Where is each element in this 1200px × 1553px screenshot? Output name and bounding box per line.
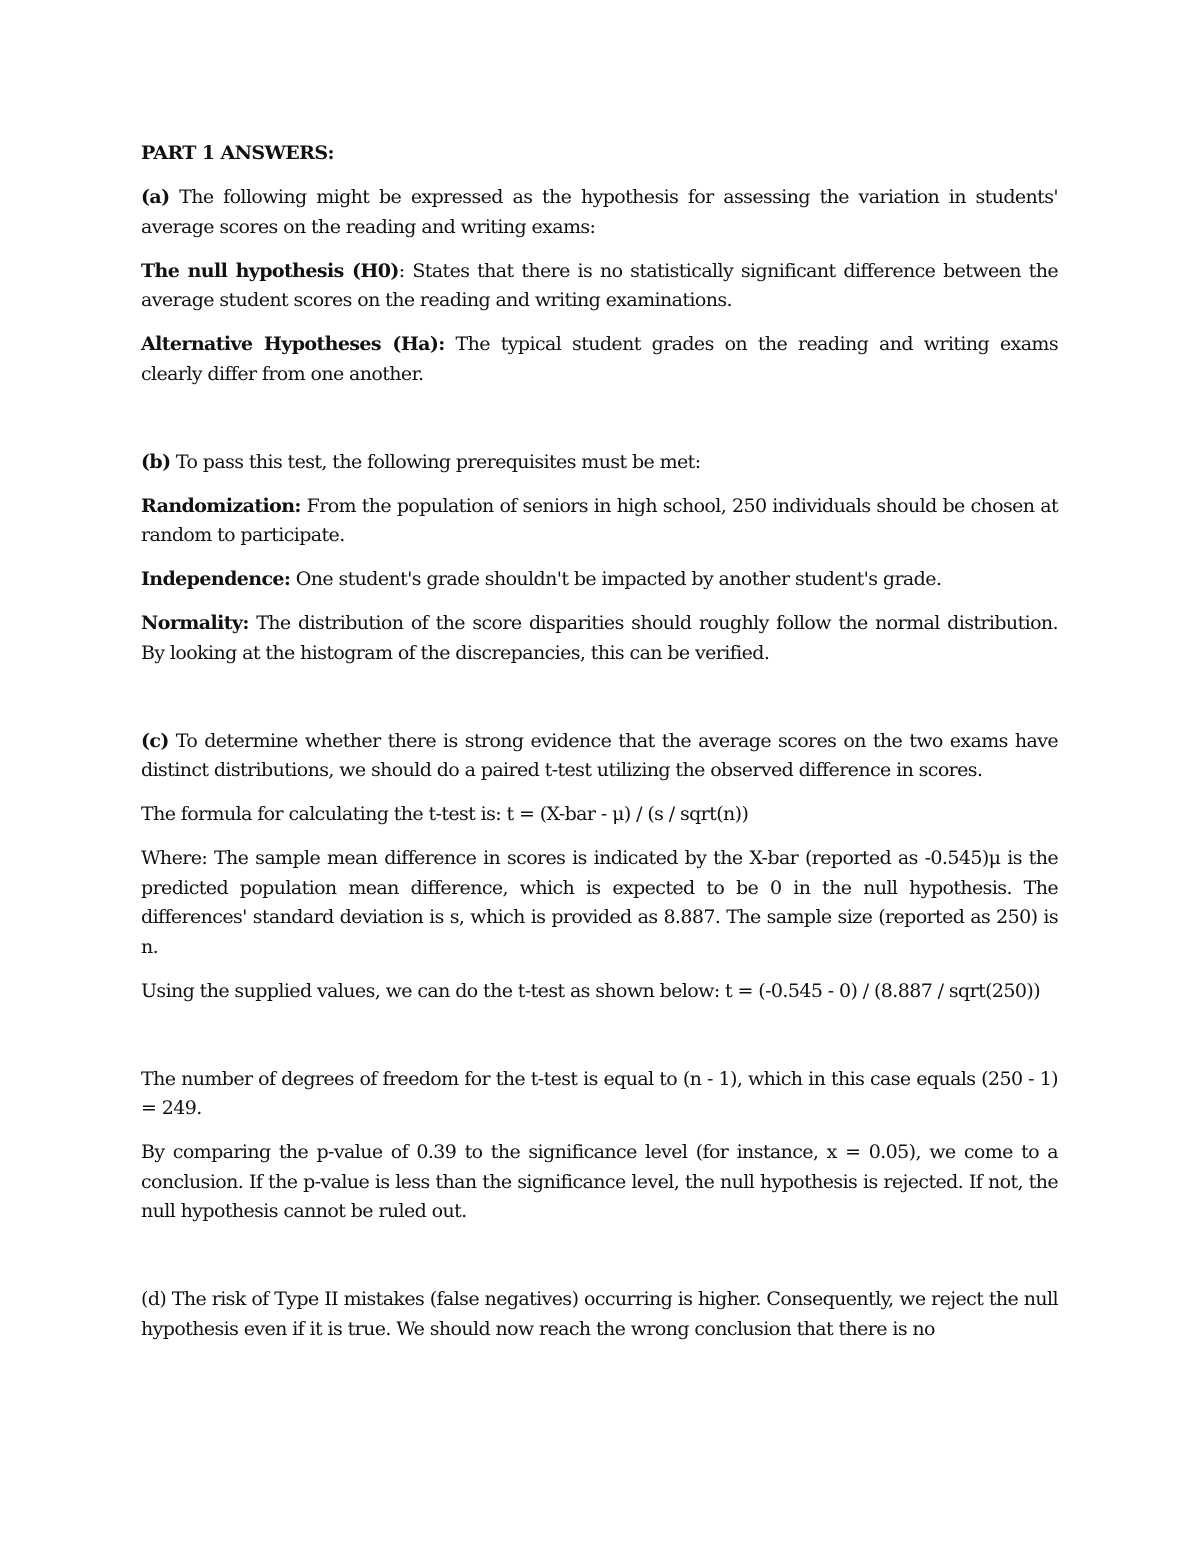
t-test-calculation: Using the supplied values, we can do the t-test as shown below: t = (-0.545 - 0) / (8.887 / sqrt(250)) bbox=[141, 979, 1041, 1002]
part-b-label: (b) bbox=[141, 450, 171, 473]
section-gap bbox=[141, 683, 1058, 727]
degrees-of-freedom: The number of degrees of freedom for the t-test is equal to (n - 1), which in this case equals (250 - 1) = 249. bbox=[141, 1067, 1058, 1119]
normality-label: Normality: bbox=[141, 612, 249, 634]
part-b-intro: (b) To pass this test, the following prerequisites must be met: bbox=[141, 450, 701, 473]
part-c-label: (c) bbox=[141, 729, 169, 752]
section-gap bbox=[141, 1021, 1058, 1065]
document-heading: PART 1 ANSWERS: bbox=[141, 142, 334, 164]
part-c-intro: (c) To determine whether there is strong evidence that the average scores on the two exams have distinct distributions, we should do a paired t-test utilizing the observed difference in scores. bbox=[141, 729, 1058, 781]
null-hypothesis-label: The null hypothesis (H0) bbox=[141, 259, 399, 282]
section-gap bbox=[141, 404, 1058, 448]
normality-condition: Normality: The distribution of the score disparities should roughly follow the normal distribution. By looking at the histogram of the discrepancies, this can be verified. bbox=[141, 612, 1058, 664]
document-page bbox=[141, 139, 1058, 1359]
section-gap bbox=[141, 1241, 1058, 1285]
p-value-comparison: By comparing the p-value of 0.39 to the significance level (for instance, x = 0.05), we come to a conclusion. If the p-value is less than the significance level, the null hypothesis is rejected. If not, the null hypothesis cannot be ruled out. bbox=[141, 1141, 1058, 1222]
formula-explanation: Where: The sample mean difference in scores is indicated by the X-bar (reported as -0.545)μ is the predicted population mean difference, which is expected to be 0 in the null hypothesis. The differences' standard deviation is s, which is provided as 8.887. The sample size (reported as 250) is n. bbox=[141, 847, 1058, 958]
alternative-hypothesis: Alternative Hypotheses (Ha): The typical student grades on the reading and writing exams clearly differ from one another. bbox=[141, 333, 1058, 385]
alternative-hypothesis-label: Alternative Hypotheses (Ha): bbox=[141, 333, 445, 355]
null-hypothesis: The null hypothesis (H0): States that there is no statistically significant difference between the average student scores on the reading and writing examinations. bbox=[141, 259, 1058, 311]
t-test-formula: The formula for calculating the t-test is: t = (X-bar - μ) / (s / sqrt(n)) bbox=[141, 803, 749, 825]
part-a-label: (a) bbox=[141, 186, 170, 208]
independence-condition: Independence: One student's grade shouldn't be impacted by another student's grade. bbox=[141, 568, 942, 590]
independence-label: Independence: bbox=[141, 568, 291, 590]
part-a-intro: (a) The following might be expressed as the hypothesis for assessing the variation in students' average scores on the reading and writing exams: bbox=[141, 186, 1058, 238]
randomization-label: Randomization: bbox=[141, 494, 301, 517]
part-d-text: (d) The risk of Type II mistakes (false negatives) occurring is higher. Consequently, we reject the null hypothesis even if it is true. We should now reach the wrong conclusion that there is no bbox=[141, 1288, 1058, 1340]
randomization-condition: Randomization: From the population of seniors in high school, 250 individuals should be chosen at random to participate. bbox=[141, 494, 1058, 546]
